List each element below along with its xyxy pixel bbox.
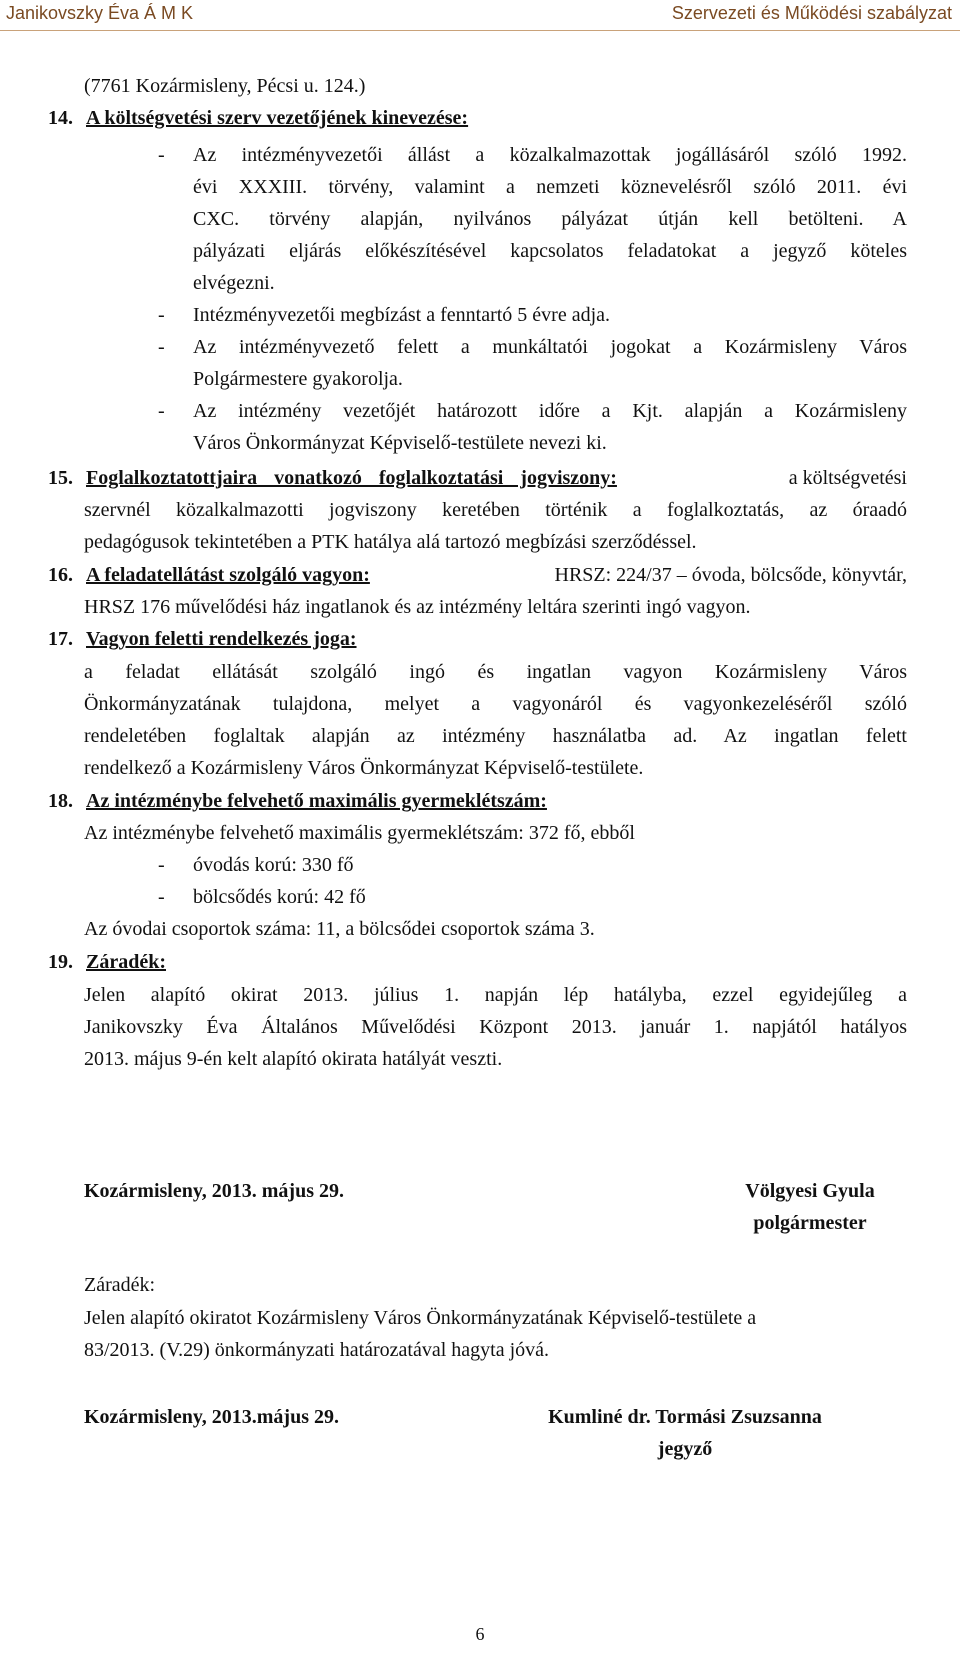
s18-line1: Az intézménybe felvehető maximális gyermeklétszám: 372 fő, ebből <box>84 822 635 844</box>
s14-b2: Intézményvezetői megbízást a fenntartó 5 évre adja. <box>193 304 611 326</box>
section-19-number: 19. <box>48 951 73 973</box>
s18-item2: bölcsődés korú: 42 fő <box>193 886 366 908</box>
s14-b1-line: pályázati eljárás előkészítésével kapcsolatos feladatokat a jegyző köteles <box>193 240 907 262</box>
section-15-number: 15. <box>48 467 73 489</box>
section-14-heading <box>48 106 468 130</box>
s14-b4-line: Város Önkormányzat Képviselő-testülete nevezi ki. <box>193 432 607 454</box>
section-14-title: A költségvetési szerv vezetőjének kinevezése: <box>86 107 469 129</box>
s14-b1-line: Az intézményvezetői állást a közalkalmazottak jogállásáról szóló 1992. <box>193 144 907 166</box>
s18-line-last: Az óvodai csoportok száma: 11, a bölcsődei csoportok száma 3. <box>84 918 595 940</box>
s18-item1: óvodás korú: 330 fő <box>193 854 354 876</box>
sign1-name: Völgyesi Gyula <box>745 1180 875 1202</box>
header-rule <box>0 30 960 31</box>
section-18-heading <box>48 789 547 813</box>
bullet-dash: - <box>158 304 165 326</box>
section-17-heading <box>48 627 357 651</box>
s17-line: rendelkező a Kozármisleny Város Önkormányzat Képviselő-testülete. <box>84 757 644 779</box>
section-16-heading <box>48 563 907 587</box>
s15-line: pedagógusok tekintetében a PTK hatálya alá tartozó megbízási szerződéssel. <box>84 531 697 553</box>
header-left: Janikovszky Éva Á M K <box>6 3 194 23</box>
section-18-number: 18. <box>48 790 73 812</box>
zaradek2-title: Záradék: <box>84 1274 156 1296</box>
page-header <box>0 0 960 30</box>
section-16-title: A feladatellátást szolgáló vagyon: <box>86 564 370 586</box>
sign2-place-date: Kozármisleny, 2013.május 29. <box>84 1406 339 1428</box>
section-15-rest: a költségvetési <box>788 467 907 489</box>
zaradek2-line: Jelen alapító okiratot Kozármisleny Város Önkormányzatának Képviselő-testülete a <box>84 1307 757 1329</box>
bullet-dash: - <box>158 400 165 422</box>
s14-b1-line: elvégezni. <box>193 272 275 294</box>
s14-b1-line: évi XXXIII. törvény, valamint a nemzeti köznevelésről szóló 2011. évi <box>193 176 907 198</box>
s17-line: rendeletében foglaltak alapján az intézmény használatba ad. Az ingatlan felett <box>84 725 907 747</box>
section-19-heading <box>48 950 166 974</box>
s16-line2: HRSZ 176 művelődési ház ingatlanok és az intézmény leltára szerinti ingó vagyon. <box>84 596 751 618</box>
section-19-title: Záradék: <box>86 951 166 973</box>
sign2-role: jegyző <box>657 1438 713 1460</box>
zaradek2-line: 83/2013. (V.29) önkormányzati határozatával hagyta jóvá. <box>84 1339 550 1361</box>
intro-address: (7761 Kozármisleny, Pécsi u. 124.) <box>84 75 366 97</box>
section-15-title: Foglalkoztatottjaira vonatkozó foglalkoztatási jogviszony: <box>86 467 617 489</box>
s14-b1-line: CXC. törvény alapján, nyilvános pályázat útján kell betölteni. A <box>193 208 907 230</box>
s19-line: Jelen alapító okirat 2013. július 1. napján lép hatályba, ezzel egyidejűleg a <box>84 984 907 1006</box>
section-17-number: 17. <box>48 628 73 650</box>
s17-line: a feladat ellátását szolgáló ingó és ingatlan vagyon Kozármisleny Város <box>84 661 907 683</box>
s14-b4-line: Az intézmény vezetőjét határozott időre a Kjt. alapján a Kozármisleny <box>193 400 907 422</box>
section-16-number: 16. <box>48 564 73 586</box>
bullet-dash: - <box>158 854 165 876</box>
section-18-title: Az intézménybe felvehető maximális gyermeklétszám: <box>86 790 547 812</box>
page-number: 6 <box>475 1624 485 1644</box>
header-right: Szervezeti és Működési szabályzat <box>671 3 952 23</box>
s19-line: Janikovszky Éva Általános Művelődési Központ 2013. január 1. napjától hatályos <box>84 1016 907 1038</box>
bullet-dash: - <box>158 886 165 908</box>
sign2-name: Kumliné dr. Tormási Zsuzsanna <box>548 1406 822 1428</box>
sign1-role: polgármester <box>753 1212 867 1234</box>
s14-b3-line: Polgármestere gyakorolja. <box>193 368 403 390</box>
s14-b3-line: Az intézményvezető felett a munkáltatói jogokat a Kozármisleny Város <box>193 336 907 358</box>
bullet-dash: - <box>158 336 165 358</box>
s17-line: Önkormányzatának tulajdona, melyet a vagyonáról és vagyonkezeléséről szóló <box>84 693 907 715</box>
bullet-dash: - <box>158 144 165 166</box>
section-16-rest: HRSZ: 224/37 – óvoda, bölcsőde, könyvtár, <box>554 564 907 586</box>
section-17-title: Vagyon feletti rendelkezés joga: <box>86 628 357 650</box>
sign1-place-date: Kozármisleny, 2013. május 29. <box>84 1180 344 1202</box>
s19-line: 2013. május 9-én kelt alapító okirata hatályát veszti. <box>84 1048 503 1070</box>
s15-line: szervnél közalkalmazotti jogviszony keretében történik a foglalkoztatás, az óraadó <box>84 499 907 521</box>
section-15-heading <box>48 466 907 490</box>
section-14-number: 14. <box>48 107 73 129</box>
